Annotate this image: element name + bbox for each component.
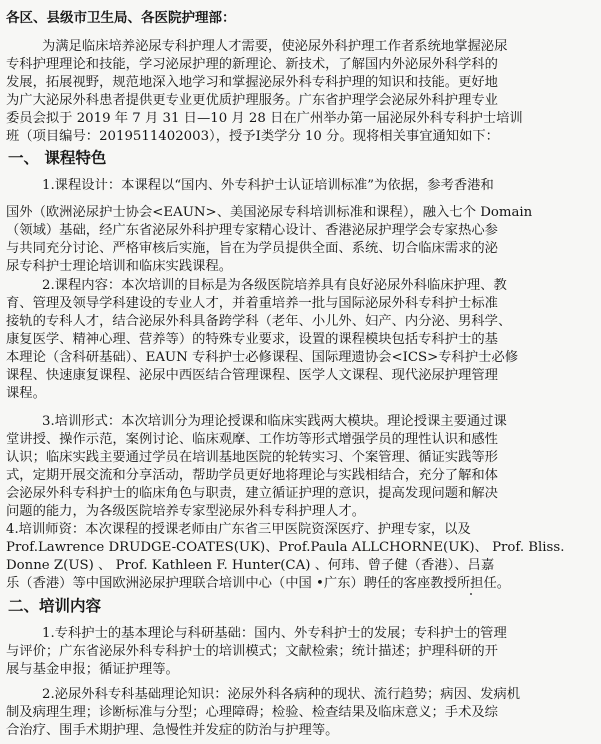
text-line: 课程。 bbox=[6, 386, 46, 401]
text-line: 为广大泌尿外科患者提供更专业更优质护理服务。广东省护理学会泌尿外科护理专业 bbox=[6, 93, 498, 108]
text-line: 2.课程内容：本次培训的目标是为各级医院培养具有良好泌尿外科临床护理、教 bbox=[42, 278, 507, 293]
text-line: 展与基金申报；循证护理等。 bbox=[6, 662, 179, 677]
scan-speck bbox=[470, 593, 472, 595]
text-line: 班（项目编号：2019511402003），授予Ⅰ类学分 10 分。现将相关事宜通知如下： bbox=[6, 129, 499, 144]
section-heading-2: 二、培训内容 bbox=[8, 596, 102, 615]
text-line: Prof.Lawrence DRUDGE-COATES(UK)、Prof.Paula ALLCHORNE(UK)、 Prof. Bliss. bbox=[6, 540, 565, 555]
text-line: 发展，拓展视野，规范地深入地学习和掌握泌尿外科专科护理的知识和技能。更好地 bbox=[6, 75, 498, 90]
text-line: 堂讲授、操作示范，案例讨论、临床观摩、工作坊等形式增强学员的理性认识和感性 bbox=[6, 432, 498, 447]
text-line: 1.课程设计：本课程以“国内、外专科护士认证培训标准”为依据，参考香港和 bbox=[42, 178, 494, 193]
text-line: 2.泌尿外科专科基础理论知识：泌尿外科各病种的现状、流行趋势；病因、发病机 bbox=[42, 687, 521, 702]
text-line: 3.培训形式：本次培训分为理论授课和临床实践两大模块。理论授课主要通过课 bbox=[42, 414, 507, 429]
text-line: 问题的能力，为各级医院培养专家型泌尿外科专科护理人才。 bbox=[6, 504, 366, 519]
text-line: 合治疗、围手术期护理、急慢性并发症的防治与护理等。 bbox=[6, 723, 339, 738]
text-line: 接轨的专科人才，结合泌尿外科具备跨学科（老年、小儿外、妇产、内分泌、男科学、 bbox=[6, 314, 512, 329]
text-line: 会泌尿外科专科护士的临床角色与职责，建立循证护理的意识，提高发现问题和解决 bbox=[6, 486, 498, 501]
text-line: 本理论（含科研基础）、EAUN 专科护士必修课程、国际理遗协会<ICS>专科护士必修 bbox=[6, 350, 519, 365]
text-line: 与评价；广东省泌尿外科专科护士的培训模式；文献检索；统计描述；护理科研的开 bbox=[6, 644, 498, 659]
text-line: 康复医学、精神心理、营养等）的特殊专业要求，设置的课程模块包括专科护士的基 bbox=[6, 332, 498, 347]
text-line: 与共同充分讨论、严格审核后实施，旨在为学员提供全面、系统、切合临床需求的泌 bbox=[6, 241, 498, 256]
text-line: 尿专科护士理论培训和临床实践课程。 bbox=[6, 259, 233, 274]
text-line: 式，定期开展交流和分享活动，帮助学员更好地将理论与实践相结合，充分了解和体 bbox=[6, 468, 498, 483]
text-line: （领域）基础，经广东省泌尿外科护理专家精心设计、香港泌尿护理学会专家热心参 bbox=[6, 223, 498, 238]
text-line: 国外（欧洲泌尿护士协会<EAUN>、美国泌尿专科培训标准和课程），融入七个 Domain bbox=[6, 205, 533, 220]
salutation: 各区、县级市卫生局、各医院护理部： bbox=[6, 10, 236, 26]
text-line: 乐（香港）等中国欧洲泌尿护理联合培训中心（中国 •广东）聘任的客座教授所担任。 bbox=[6, 576, 511, 591]
text-line: 4.培训师资：本次课程的授课老师由广东省三甲医院资深医疗、护理专家，以及 bbox=[6, 522, 471, 537]
text-line: 委员会拟于 2019 年 7 月 31 日—10 月 28 日在广州举办第一届泌尿外科专科护士培训 bbox=[6, 111, 523, 126]
text-line: 制及病理生理；诊断标准与分型；心理障碍；检验、检查结果及临床意义；手术及综 bbox=[6, 705, 498, 720]
text-line: 育、管理及领导学科建设的专业人才，并着重培养一批与国际泌尿外科专科护士标准 bbox=[6, 296, 498, 311]
text-line: 1.专科护士的基本理论与科研基础：国内、外专科护士的发展；专科护士的管理 bbox=[42, 626, 507, 641]
section-heading-1: 一、 课程特色 bbox=[8, 148, 107, 167]
text-line: 课程、快速康复课程、泌尿中西医结合管理课程、医学人文课程、现代泌尿护理管理 bbox=[6, 368, 498, 383]
text-line: 认识；临床实践主要通过学员在培训基地医院的轮转实习、个案管理、循证实践等形 bbox=[6, 450, 498, 465]
text-line: 专科护理理论和技能，学习泌尿护理的新理论、新技术，了解国内外泌尿外科学科的 bbox=[6, 57, 498, 72]
text-line: Donne Z(US) 、 Prof. Kathleen F. Hunter(CA) 、何玮、曾子健（香港）、吕嘉 bbox=[6, 558, 495, 573]
text-line: 为满足临床培养泌尿专科护理人才需要，使泌尿外科护理工作者系统地掌握泌尿 bbox=[42, 39, 508, 54]
